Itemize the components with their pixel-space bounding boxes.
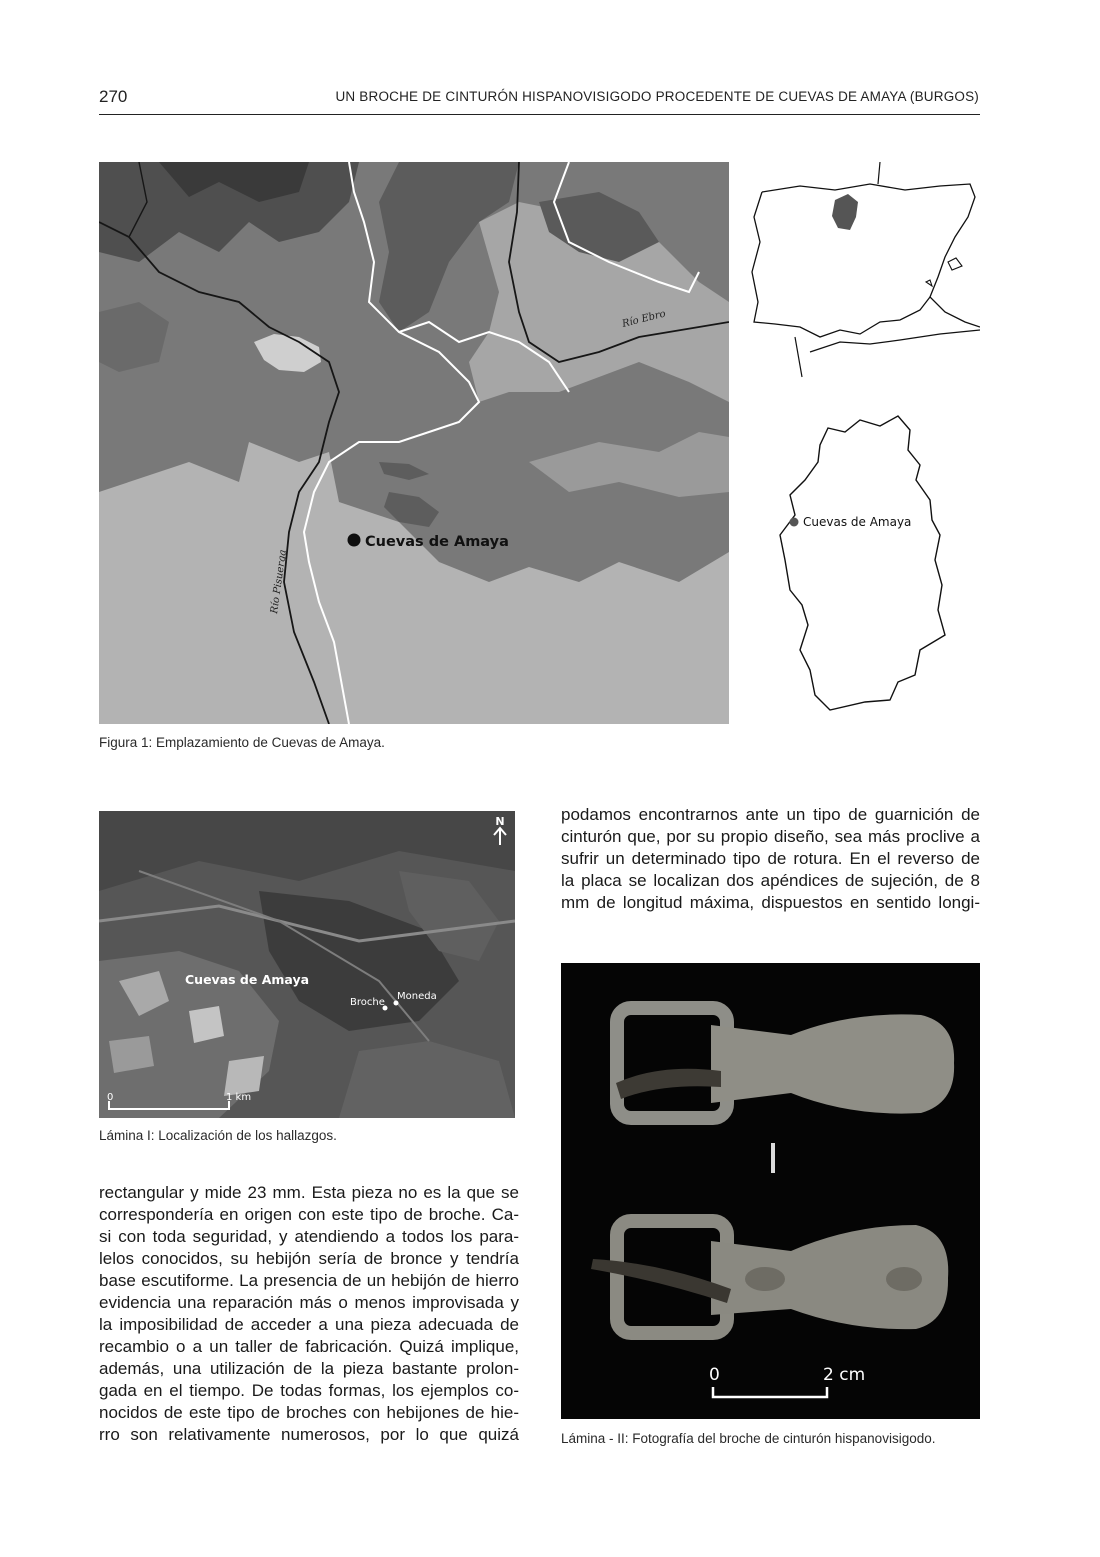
photo-scale-zero: 0 (709, 1365, 720, 1385)
text-line: sufrir un determinado tipo de rotura. En el reverso de (561, 849, 980, 868)
lamina2-buckle-photo (561, 963, 980, 1419)
aerial-scale-zero: 0 (107, 1092, 114, 1103)
ebro-label: Río Ebro (621, 308, 667, 330)
broche-label: Broche (350, 997, 385, 1008)
right-column-text (561, 804, 980, 914)
header-rule (99, 114, 980, 115)
burgos-province-mark (832, 194, 858, 230)
lamina1-aerial-photo (99, 811, 515, 1118)
lamina2-caption: Lámina - II: Fotografía del broche de cinturón hispanovisigodo. (561, 1431, 936, 1446)
inset-site-label: Cuevas de Amaya (803, 515, 912, 529)
text-line: la imposibilidad de acceder a una pieza adecuada de (99, 1315, 519, 1334)
text-line: recambio o a un taller de fabricación. Quizá implique, (99, 1337, 519, 1356)
page-number: 270 (99, 87, 128, 106)
text-line: cinturón que, por su propio diseño, sea más proclive a (561, 827, 980, 846)
photo-divider-mark (771, 1143, 775, 1173)
figure1-caption: Figura 1: Emplazamiento de Cuevas de Amaya. (99, 735, 385, 750)
text-line: evidencia una reparación más o menos improvisada y (99, 1293, 519, 1312)
aerial-scale-km: 1 km (226, 1092, 252, 1103)
lamina1-caption: Lámina I: Localización de los hallazgos. (99, 1128, 337, 1143)
inset-site-marker (790, 518, 799, 527)
north-label: N (495, 815, 505, 828)
running-title: UN BROCHE DE CINTURÓN HISPANOVISIGODO PROCEDENTE DE CUEVAS DE AMAYA (BURGOS) (335, 89, 979, 104)
text-line: nocidos de este tipo de broches con hebijones de hie- (99, 1403, 519, 1422)
figure1-province-inset (770, 410, 950, 720)
text-line: la placa se localizan dos apéndices de sujeción, de 8 (561, 871, 980, 890)
left-column-text (99, 1182, 519, 1446)
aerial-site-label: Cuevas de Amaya (185, 972, 310, 987)
figure1-iberia-inset (740, 162, 980, 382)
text-line: gada en el tiempo. De todas formas, los ejemplos co- (99, 1381, 519, 1400)
figure1-main-map (99, 162, 729, 724)
text-line: podamos encontrarnos ante un tipo de guarnición de (561, 805, 980, 824)
moneda-label: Moneda (397, 991, 437, 1002)
site-marker (348, 534, 361, 547)
pisuerga-label: Río Pisuerga (269, 549, 289, 615)
text-line: lelos conocidos, su hebijón sería de bronce y tendría (99, 1249, 519, 1268)
text-line: rectangular y mide 23 mm. Esta pieza no es la que se (99, 1183, 519, 1202)
site-label: Cuevas de Amaya (365, 534, 509, 550)
photo-scale-cm: 2 cm (823, 1365, 866, 1385)
text-line: mm de longitud máxima, dispuestos en sentido longi- (561, 893, 980, 912)
text-line: rro son relativamente numerosos, por lo que quizá (99, 1425, 519, 1444)
text-line: correspondería en origen con este tipo de broche. Ca- (99, 1205, 519, 1224)
text-line: si con toda seguridad, y atendiendo a todos los para- (99, 1227, 519, 1246)
text-line: base escutiforme. La presencia de un hebijón de hierro (99, 1271, 519, 1290)
text-line: además, una utilización de la pieza bastante prolon- (99, 1359, 519, 1378)
